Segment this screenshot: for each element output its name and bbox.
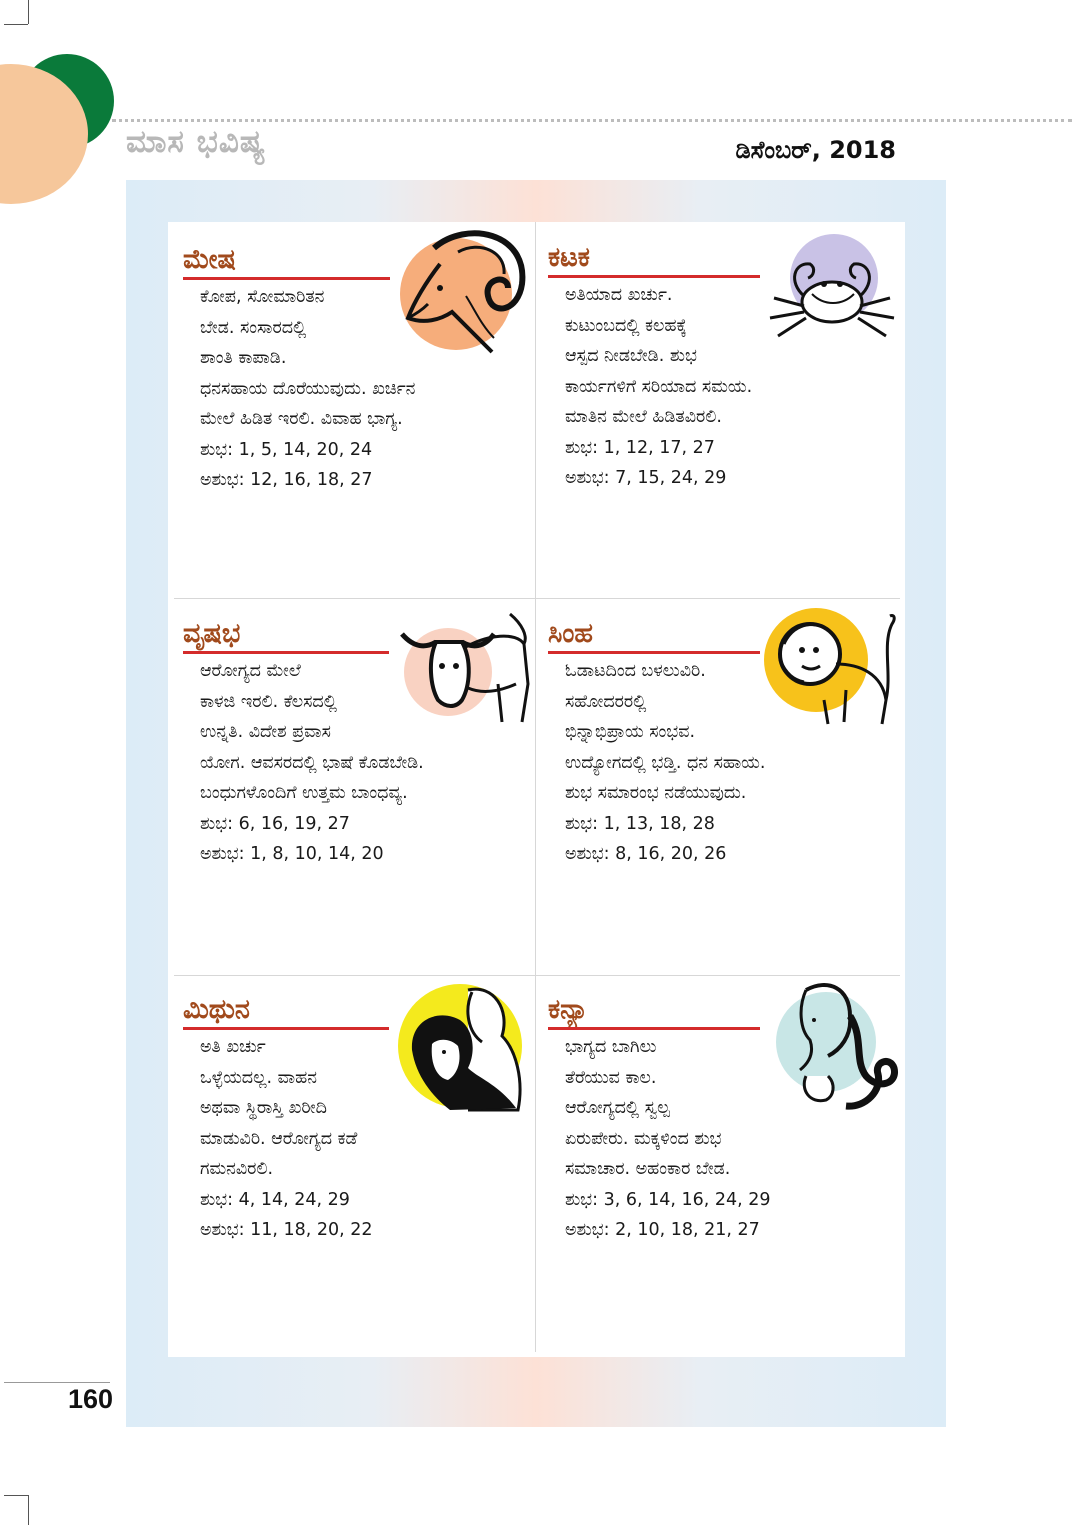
lucky-dates: ಶುಭ: 1, 5, 14, 20, 24	[200, 439, 373, 460]
description-line: ಧನಸಹಾಯ ದೊರೆಯುವುದು. ಖರ್ಚಿನ	[200, 378, 416, 399]
sign-name-underline	[183, 1027, 389, 1030]
unlucky-dates: ಅಶುಭ: 7, 15, 24, 29	[565, 468, 727, 488]
unlucky-dates: ಅಶುಭ: 8, 16, 20, 26	[565, 844, 727, 864]
description-line: ಶುಭ ಸಮಾರಂಭ ನಡೆಯುವುದು.	[565, 783, 747, 803]
row-divider	[174, 975, 900, 976]
month-label: ಡಿಸೆಂಬರ್, 2018	[735, 136, 896, 164]
header-dotted-rule	[112, 119, 1072, 122]
description-line: ಮಾತಿನ ಮೇಲೆ ಹಿಡಿತವಿರಲಿ.	[565, 407, 722, 427]
description-line: ಏರುಪೇರು. ಮಕ್ಕಳಿಂದ ಶುಭ	[565, 1128, 722, 1149]
sign-name-underline	[548, 1027, 760, 1030]
description-line: ಆರೋಗ್ಯದ ಮೇಲೆ	[200, 661, 301, 681]
sign-description	[565, 280, 895, 494]
description-line: ಕುಟುಂಬದಲ್ಲಿ ಕಲಹಕ್ಕೆ	[565, 315, 687, 336]
description-line: ಯೋಗ. ಆವಸರದಲ್ಲಿ ಭಾಷೆ ಕೊಡಬೇಡಿ.	[200, 752, 424, 773]
description-line: ಕಾರ್ಯಗಳಿಗೆ ಸರಿಯಾದ ಸಮಯ.	[565, 376, 753, 397]
description-line: ಅತಿಯಾದ ಖರ್ಚು.	[565, 285, 673, 305]
sign-vrushabha	[183, 618, 529, 938]
lucky-dates: ಶುಭ: 6, 16, 19, 27	[200, 813, 350, 834]
crop-mark-bottom-left	[4, 1495, 28, 1496]
description-line: ಕಾಳಜಿ ಇರಲಿ. ಕೆಲಸದಲ್ಲಿ	[200, 691, 337, 712]
sign-kanya	[548, 994, 894, 1314]
unlucky-dates: ಅಶುಭ: 12, 16, 18, 27	[200, 470, 373, 490]
row-divider	[174, 598, 900, 599]
crop-mark-top-left	[28, 0, 29, 24]
description-line: ಅಥವಾ ಸ್ಥಿರಾಸ್ತಿ ಖರೀದಿ	[200, 1098, 327, 1118]
description-line: ಬೇಡ. ಸಂಸಾರದಲ್ಲಿ	[200, 317, 307, 338]
sign-description	[200, 656, 530, 870]
sign-description	[200, 1032, 530, 1246]
sign-simha	[548, 618, 894, 938]
sign-name: ವೃಷಭ	[183, 618, 241, 649]
sign-name: ಮೇಷ	[183, 244, 236, 275]
description-line: ಬಂಧುಗಳೊಂದಿಗೆ ಉತ್ತಮ ಬಾಂಧವ್ಯ.	[200, 783, 408, 803]
sign-name: ಕನ್ಯಾ	[548, 994, 589, 1025]
column-divider	[535, 222, 536, 1352]
description-line: ತೆರೆಯುವ ಕಾಲ.	[565, 1067, 657, 1088]
lucky-dates: ಶುಭ: 4, 14, 24, 29	[200, 1189, 350, 1210]
description-line: ಓಡಾಟದಿಂದ ಬಳಲುವಿರಿ.	[565, 661, 706, 681]
unlucky-dates: ಅಶುಭ: 11, 18, 20, 22	[200, 1220, 373, 1240]
description-line: ಉದ್ಯೋಗದಲ್ಲಿ ಭಡ್ತಿ. ಧನ ಸಹಾಯ.	[565, 752, 766, 773]
description-line: ಆಸ್ಪದ ನೀಡಬೇಡಿ. ಶುಭ	[565, 346, 697, 366]
description-line: ಮೇಲೆ ಹಿಡಿತ ಇರಲಿ. ವಿವಾಹ ಭಾಗ್ಯ.	[200, 409, 403, 429]
sign-description	[565, 656, 895, 870]
section-title: ಮಾಸ ಭವಿಷ್ಯ	[126, 124, 267, 160]
description-line: ಸಹೋದರರಲ್ಲಿ	[565, 691, 647, 712]
description-line: ಭಾಗ್ಯದ ಬಾಗಿಲು	[565, 1037, 657, 1057]
sign-name-underline	[548, 651, 760, 654]
description-line: ಶಾಂತಿ ಕಾಪಾಡಿ.	[200, 348, 287, 368]
crop-mark-top-left	[4, 24, 28, 25]
sign-name: ಸಿಂಹ	[548, 618, 594, 649]
unlucky-dates: ಅಶುಭ: 2, 10, 18, 21, 27	[565, 1220, 760, 1240]
description-line: ಗಮನವಿರಲಿ.	[200, 1159, 274, 1179]
description-line: ಕೋಪ, ಸೋಮಾರಿತನ	[200, 287, 325, 307]
description-line: ಭಿನ್ನಾಭಿಪ್ರಾಯ ಸಂಭವ.	[565, 722, 696, 742]
lucky-dates: ಶುಭ: 1, 12, 17, 27	[565, 437, 715, 458]
sign-name: ಕಟಕ	[548, 242, 590, 273]
sign-mithuna	[183, 994, 529, 1314]
page-number: 160	[68, 1384, 114, 1414]
sign-kataka	[548, 242, 894, 562]
sign-name: ಮಿಥುನ	[183, 994, 250, 1025]
lucky-dates: ಶುಭ: 1, 13, 18, 28	[565, 813, 715, 834]
sign-description	[200, 282, 530, 496]
sign-description	[565, 1032, 895, 1246]
description-line: ಸಮಾಚಾರ. ಅಹಂಕಾರ ಬೇಡ.	[565, 1159, 731, 1179]
footer-rule	[4, 1382, 110, 1383]
sign-name-underline	[548, 275, 760, 278]
description-line: ಆರೋಗ್ಯದಲ್ಲಿ ಸ್ವಲ್ಪ	[565, 1098, 670, 1118]
unlucky-dates: ಅಶುಭ: 1, 8, 10, 14, 20	[200, 844, 384, 864]
sign-mesha	[183, 244, 529, 564]
lucky-dates: ಶುಭ: 3, 6, 14, 16, 24, 29	[565, 1189, 771, 1210]
description-line: ಒಳ್ಳೆಯದಲ್ಲ. ವಾಹನ	[200, 1067, 317, 1088]
sign-name-underline	[183, 651, 389, 654]
description-line: ಮಾಡುವಿರಿ. ಆರೋಗ್ಯದ ಕಡೆ	[200, 1128, 358, 1149]
description-line: ಅತಿ ಖರ್ಚು	[200, 1037, 266, 1057]
sign-name-underline	[183, 277, 390, 280]
description-line: ಉನ್ನತಿ. ವಿದೇಶ ಪ್ರವಾಸ	[200, 722, 331, 742]
crop-mark-bottom-left	[28, 1495, 29, 1525]
